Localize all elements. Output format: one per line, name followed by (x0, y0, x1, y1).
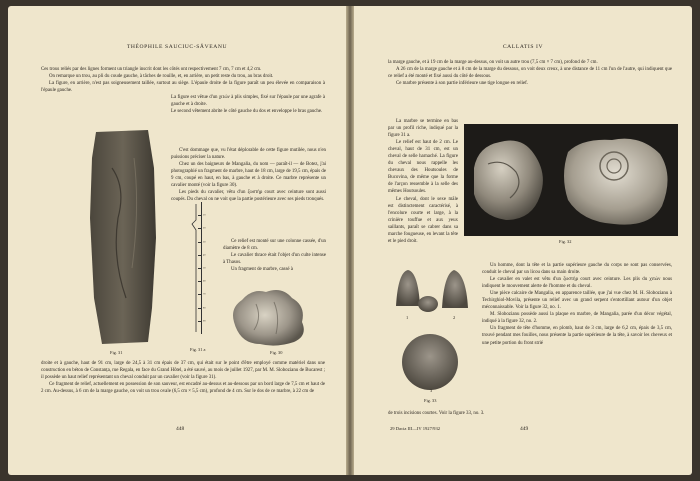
left-bottom-text (41, 360, 325, 395)
figure-31a-profile (186, 202, 200, 334)
paragraph: La figure, en arrière, n'est pas soigneusement taillée, surtout au siège. L'épaule droite de la figure paraît un peu élevée en comparaison à l'épaule gauche. (41, 81, 325, 94)
paragraph: C'est dommage que, vu l'état déplorable de cette figure mutilée, nous n'en puissions préciser la nature. (171, 148, 326, 161)
right-side-text-2 (482, 262, 672, 347)
fig33-number-2: 2 (453, 315, 456, 320)
paragraph: Ce marbre présente à son partie inférieure une tige longue en relief. (396, 81, 528, 87)
left-side-text (171, 147, 326, 203)
paragraph (388, 250, 672, 257)
paragraph: M. Slobozianu possède aussi la plaque en marbre, de Mangalia, parée d'un décor végétal, indiqué à la figure 32, no. 2. (482, 312, 672, 325)
fig33-number-3: 3 (430, 388, 433, 393)
page-number-right: 449 (520, 426, 529, 432)
scale-tick-label: 60 (203, 279, 206, 283)
paragraph: de trois incisions courtes. Voir la figure 33, no. 3. (388, 411, 485, 416)
paragraph: On remarque un trou, au pli du coude gauche, à tâches de rouille, et, en arrière, un petit reste du trou, au bras droit. (49, 74, 274, 80)
paragraph: Les pieds du cavalier, vêtu d'un ζωστὴρ court avec ceinture sont aussi coupés. Du cheval on ne voit que la partie postérieure avec ses pieds tronqués. (171, 190, 326, 203)
page-number-left: 448 (176, 426, 185, 432)
running-head-right: CALLATIS IV (502, 44, 544, 50)
scale-tick-label: 80 (203, 306, 206, 310)
paragraph: Une pièce calcaire de Mangalia, en apparence taillée, que j'ai vue chez M. H. Slobozianu à Techirghiol-Movila, présente un relief avec un grand serpent s'entortillant autour d'un objet méconnaissable. Voir la figure 32, no. 1. (482, 291, 672, 311)
right-wrap-line (388, 250, 672, 257)
left-side-text-2 (223, 238, 326, 273)
paragraph: A 26 cm de la marge gauche et à 8 cm de la marge du dessous, on voit deux creux, à une distance de 11 cm l'un de l'autre, qui indiquent que ce relief a été monté et fixé aussi du côté de dessous. (388, 67, 672, 80)
paragraph: Un homme, dont la tête et la partie supérieure gauche du corps ne sont pas conservées, conduit le cheval par un licou dans sa main droite. (482, 263, 672, 276)
paragraph: la marge gauche, et à 19 cm de la marge au-dessus, on voit un autre trou (7,5 cm × 7 cm), profond de 7 cm. (388, 60, 598, 65)
scale-tick-label: 40 (203, 253, 206, 257)
paragraph: Ce fragment de relief, actuellement en possession de son sauveur, est encadré au-dessus et au-dessous par un bord large de 7,5 cm et haut de 2 cm. Au-dessus, à 6 cm de la marge gauche, on voit un trou ovale (6,5 cm × 5,5 cm), profond de 4 cm. Sur le dos de ce marbre, à 22 cm de (41, 382, 325, 395)
right-page (354, 6, 692, 475)
figure-31-stele (82, 128, 162, 346)
scale-tick-label: 20 (203, 226, 206, 230)
figure-32-photo (464, 124, 678, 236)
paragraph: Ce relief est monté sur une colonne cassée, d'un diamètre de 8 cm. (223, 239, 326, 252)
paragraph: droite et à gauche, haut de 91 cm, large de 24,5 à 31 cm épais de 37 cm, qui était sur le point d'être employé comme matériel dans une construction en béton de Constanța, rue Regala, en face du Grand Hôtel, a été sauvé, au mois de juillet 1927, par M. M. Slobozianu de Bucarest ; il possède un haut relief représentant un cheval conduit par un cavalier (voir la figure 31). (41, 361, 325, 381)
paragraph: La marbre se termine en bas par un profil riche, indiqué par la figure 31 a. (388, 119, 458, 139)
left-page (8, 6, 346, 475)
fig33-number-1: 1 (406, 315, 409, 320)
scale-tick-label: 50 (203, 266, 206, 270)
right-side-text (388, 118, 458, 245)
paragraph: Le second vêtement abrite le côté gauche du dos et enveloppe le bras gauche. (171, 109, 323, 115)
caption-fig31: Fig. 31 (110, 350, 123, 355)
left-top-text (41, 66, 325, 115)
right-last-line (388, 410, 672, 417)
figure-30-rider-fragment (226, 284, 312, 348)
caption-fig32: Fig. 32 (559, 239, 572, 244)
paragraph: Le cavalier en valet est vêtu d'un ζωστὴρ court avec ceinture. Les plis du χιτών nous indiquent le mouvement alerte de l'homme et du cheval. (482, 277, 672, 290)
scale-tick-label: 90 (203, 319, 206, 323)
figure-33-objects (388, 264, 474, 404)
paragraph: Un fragment de tête d'homme, en plomb, haut de 3 cm, large de 6,2 cm, épais de 3,5 cm, trouvé pendant mes fouilles, nous présente la partie supérieure de la tête, à savoir les cheveux et une petite portion du front strié (482, 326, 672, 346)
scale-tick-label: 10 (203, 213, 206, 217)
paragraph: Le cheval, dont le sexe mâle est distinctement caractérisé, à l'encolure courte et large, à la crinière touffue et aux yeux saillants, paraît se cabrer dans sa marche fougueuse, en levant la tête et le pied droit. (388, 196, 458, 244)
paragraph: La figure est vêtue d'un χιτών à plis simples, fixé sur l'épaule par une agrafe à gauche et à droite. (171, 95, 325, 108)
scale-tick-label: 70 (203, 292, 206, 296)
caption-fig31a: Fig. 31 a (190, 347, 206, 352)
paragraph: Le relief est haut de 2 cm. Le cheval, haut de 31 cm, est un cheval de selle harnaché. La figure du cheval nous rappelle les chevaux des Houtsoules de Bucovina, de même que la forme de l'arçon ressemble à la selle des mêmes Houtsoules. (388, 140, 458, 195)
caption-fig30: Fig. 30 (270, 350, 283, 355)
paragraph: Ces trous reliés par des lignes forment un triangle inscrit dont les côtés ont respectivement 7 cm, 7 cm et 4,2 cm. (41, 67, 262, 72)
paragraph: Chez un des baigneurs de Mangalia, du nom — paraît-il — de Botez, j'ai photographié un fragment de marbre, haut de 18 cm, large de 19,5 cm, épais de 9 cm, coupé en haut, en bas, à gauche et à droite. Ce marbre représente un cavalier monté (voir la figure 30). (171, 162, 326, 189)
scale-tick-label: 30 (203, 240, 206, 244)
signature-line: 29 Dacia III—IV 1927/932 (390, 426, 441, 431)
right-top-text (388, 59, 672, 87)
paragraph: Le cavalier thrace était l'objet d'un culte intense à Thasos. (223, 253, 326, 266)
paragraph: Un fragment de marbre, cassé à (231, 267, 293, 273)
running-head-left: THÉOPHILE SAUCIUC-SĂVEANU (126, 44, 228, 50)
book-gutter (346, 6, 354, 475)
caption-fig33: Fig. 33 (424, 398, 437, 403)
